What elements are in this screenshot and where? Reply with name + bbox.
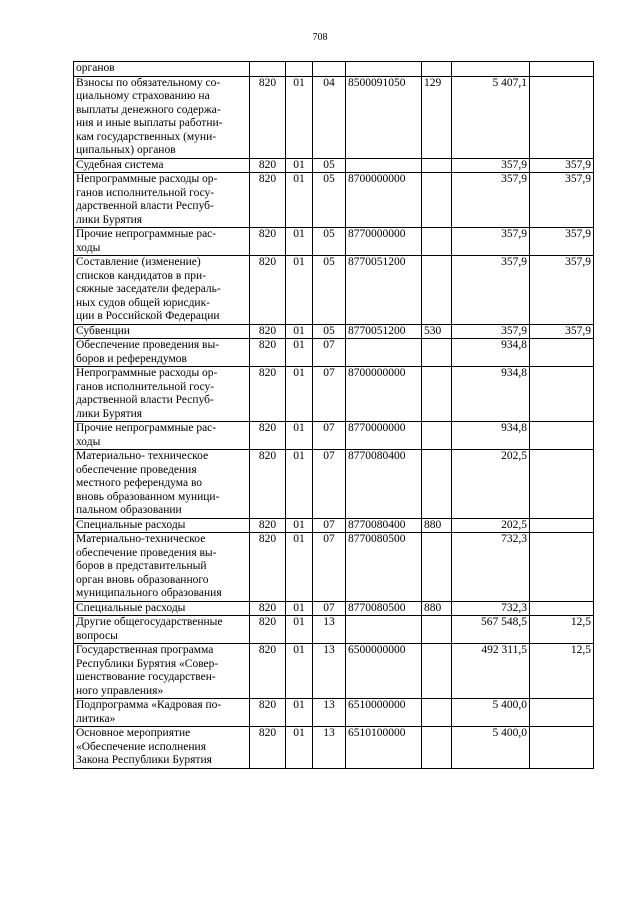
item-name-cell: Обеспечение проведения вы- боров и референдумов bbox=[74, 339, 250, 367]
subsection-code-cell: 05 bbox=[313, 228, 346, 256]
ministry-code-cell: 820 bbox=[250, 450, 286, 519]
amount-total-cell: 357,9 bbox=[452, 256, 530, 325]
section-code-cell: 01 bbox=[286, 256, 313, 325]
subsection-code-cell: 07 bbox=[313, 450, 346, 519]
section-code-cell: 01 bbox=[286, 533, 313, 602]
page-number: 708 bbox=[312, 32, 328, 43]
ministry-code-cell: 820 bbox=[250, 367, 286, 422]
item-name-cell: Подпрограмма «Кадровая по- литика» bbox=[74, 699, 250, 727]
expense-type-cell bbox=[422, 422, 452, 450]
target-article-cell: 8770000000 bbox=[346, 228, 422, 256]
amount-total-cell: 492 311,5 bbox=[452, 644, 530, 699]
item-name-cell: Специальные расходы bbox=[74, 601, 250, 616]
section-code-cell: 01 bbox=[286, 644, 313, 699]
item-name-cell: Взносы по обязательному со- циальному страхованию на выплаты денежного содержа- ния и иные выплаты работни- кам государственных (муни- ципальных) органов bbox=[74, 76, 250, 158]
subsection-code-cell: 13 bbox=[313, 699, 346, 727]
amount-total-cell: 202,5 bbox=[452, 518, 530, 533]
subsection-code-cell: 07 bbox=[313, 601, 346, 616]
subsection-code-cell: 04 bbox=[313, 76, 346, 158]
expense-type-cell bbox=[422, 533, 452, 602]
amount-total-cell: 357,9 bbox=[452, 228, 530, 256]
expense-type-cell bbox=[422, 699, 452, 727]
expense-type-cell: 129 bbox=[422, 76, 452, 158]
amount-total-cell: 5 400,0 bbox=[452, 699, 530, 727]
section-code-cell: 01 bbox=[286, 76, 313, 158]
item-name-cell: Прочие непрограммные рас- ходы bbox=[74, 422, 250, 450]
subsection-code-cell: 13 bbox=[313, 727, 346, 769]
amount-total-cell: 732,3 bbox=[452, 601, 530, 616]
ministry-code-cell: 820 bbox=[250, 727, 286, 769]
subsection-code-cell: 05 bbox=[313, 256, 346, 325]
item-name-cell: Судебная система bbox=[74, 158, 250, 173]
table-row bbox=[74, 518, 594, 533]
amount-total-cell: 202,5 bbox=[452, 450, 530, 519]
item-name-cell: Материально-техническое обеспечение проведения вы- боров в представительный орган вновь образованного муниципального образования bbox=[74, 533, 250, 602]
section-code-cell: 01 bbox=[286, 158, 313, 173]
table-body bbox=[74, 62, 594, 769]
table-row bbox=[74, 76, 594, 158]
ministry-code-cell: 820 bbox=[250, 76, 286, 158]
subsection-code-cell bbox=[313, 62, 346, 77]
item-name-cell: Непрограммные расходы ор- ганов исполнительной госу- дарственной власти Респуб- лики Бурятия bbox=[74, 367, 250, 422]
section-code-cell: 01 bbox=[286, 228, 313, 256]
ministry-code-cell: 820 bbox=[250, 699, 286, 727]
table-row bbox=[74, 616, 594, 644]
ministry-code-cell: 820 bbox=[250, 228, 286, 256]
target-article-cell: 8770080400 bbox=[346, 518, 422, 533]
amount-federal-cell bbox=[530, 62, 594, 77]
item-name-cell: Государственная программа Республики Бурятия «Совер- шенствование государствен- ного управления» bbox=[74, 644, 250, 699]
expense-type-cell bbox=[422, 616, 452, 644]
subsection-code-cell: 07 bbox=[313, 533, 346, 602]
table-row bbox=[74, 367, 594, 422]
section-code-cell: 01 bbox=[286, 367, 313, 422]
expense-type-cell: 530 bbox=[422, 324, 452, 339]
ministry-code-cell: 820 bbox=[250, 533, 286, 602]
amount-federal-cell bbox=[530, 518, 594, 533]
subsection-code-cell: 07 bbox=[313, 367, 346, 422]
ministry-code-cell: 820 bbox=[250, 173, 286, 228]
amount-federal-cell: 357,9 bbox=[530, 324, 594, 339]
budget-table bbox=[73, 61, 594, 769]
section-code-cell: 01 bbox=[286, 173, 313, 228]
subsection-code-cell: 07 bbox=[313, 518, 346, 533]
section-code-cell: 01 bbox=[286, 616, 313, 644]
amount-federal-cell: 357,9 bbox=[530, 228, 594, 256]
amount-federal-cell bbox=[530, 699, 594, 727]
item-name-cell: Специальные расходы bbox=[74, 518, 250, 533]
ministry-code-cell: 820 bbox=[250, 422, 286, 450]
ministry-code-cell: 820 bbox=[250, 158, 286, 173]
target-article-cell: 8700000000 bbox=[346, 173, 422, 228]
subsection-code-cell: 07 bbox=[313, 422, 346, 450]
target-article-cell bbox=[346, 339, 422, 367]
table-row bbox=[74, 533, 594, 602]
item-name-cell: Составление (изменение) списков кандидатов в при- сяжные заседатели федераль- ных судов общей юрисдик- ции в Российской Федерации bbox=[74, 256, 250, 325]
expense-type-cell bbox=[422, 339, 452, 367]
section-code-cell: 01 bbox=[286, 450, 313, 519]
ministry-code-cell: 820 bbox=[250, 518, 286, 533]
amount-total-cell: 357,9 bbox=[452, 158, 530, 173]
table-row bbox=[74, 422, 594, 450]
target-article-cell: 8770000000 bbox=[346, 422, 422, 450]
subsection-code-cell: 13 bbox=[313, 644, 346, 699]
subsection-code-cell: 05 bbox=[313, 158, 346, 173]
table-row bbox=[74, 339, 594, 367]
ministry-code-cell: 820 bbox=[250, 256, 286, 325]
target-article-cell: 6510100000 bbox=[346, 727, 422, 769]
amount-total-cell: 934,8 bbox=[452, 422, 530, 450]
target-article-cell: 8770051200 bbox=[346, 256, 422, 325]
amount-federal-cell: 12,5 bbox=[530, 644, 594, 699]
ministry-code-cell: 820 bbox=[250, 601, 286, 616]
subsection-code-cell: 05 bbox=[313, 324, 346, 339]
table-row bbox=[74, 228, 594, 256]
target-article-cell: 8500091050 bbox=[346, 76, 422, 158]
section-code-cell: 01 bbox=[286, 601, 313, 616]
table-row bbox=[74, 450, 594, 519]
target-article-cell: 8770080500 bbox=[346, 601, 422, 616]
subsection-code-cell: 13 bbox=[313, 616, 346, 644]
expense-type-cell bbox=[422, 450, 452, 519]
target-article-cell: 8700000000 bbox=[346, 367, 422, 422]
expense-type-cell bbox=[422, 62, 452, 77]
amount-federal-cell: 12,5 bbox=[530, 616, 594, 644]
target-article-cell: 6500000000 bbox=[346, 644, 422, 699]
table-row bbox=[74, 699, 594, 727]
expense-type-cell bbox=[422, 644, 452, 699]
amount-federal-cell: 357,9 bbox=[530, 158, 594, 173]
expense-type-cell bbox=[422, 158, 452, 173]
amount-federal-cell bbox=[530, 339, 594, 367]
amount-federal-cell bbox=[530, 727, 594, 769]
ministry-code-cell: 820 bbox=[250, 324, 286, 339]
item-name-cell: Другие общегосударственные вопросы bbox=[74, 616, 250, 644]
amount-total-cell: 357,9 bbox=[452, 324, 530, 339]
item-name-cell: органов bbox=[74, 62, 250, 77]
expense-type-cell bbox=[422, 727, 452, 769]
amount-federal-cell bbox=[530, 422, 594, 450]
amount-total-cell bbox=[452, 62, 530, 77]
target-article-cell: 6510000000 bbox=[346, 699, 422, 727]
subsection-code-cell: 05 bbox=[313, 173, 346, 228]
amount-total-cell: 567 548,5 bbox=[452, 616, 530, 644]
section-code-cell: 01 bbox=[286, 422, 313, 450]
target-article-cell bbox=[346, 158, 422, 173]
expense-type-cell bbox=[422, 367, 452, 422]
expense-type-cell bbox=[422, 256, 452, 325]
table-row bbox=[74, 601, 594, 616]
expense-type-cell: 880 bbox=[422, 601, 452, 616]
amount-total-cell: 5 407,1 bbox=[452, 76, 530, 158]
section-code-cell bbox=[286, 62, 313, 77]
ministry-code-cell: 820 bbox=[250, 616, 286, 644]
ministry-code-cell: 820 bbox=[250, 339, 286, 367]
amount-federal-cell bbox=[530, 450, 594, 519]
item-name-cell: Непрограммные расходы ор- ганов исполнительной госу- дарственной власти Респуб- лики Бурятия bbox=[74, 173, 250, 228]
table-row bbox=[74, 644, 594, 699]
ministry-code-cell bbox=[250, 62, 286, 77]
table-row bbox=[74, 324, 594, 339]
target-article-cell: 8770051200 bbox=[346, 324, 422, 339]
item-name-cell: Прочие непрограммные рас- ходы bbox=[74, 228, 250, 256]
amount-total-cell: 934,8 bbox=[452, 339, 530, 367]
amount-total-cell: 732,3 bbox=[452, 533, 530, 602]
amount-federal-cell bbox=[530, 367, 594, 422]
section-code-cell: 01 bbox=[286, 324, 313, 339]
target-article-cell: 8770080500 bbox=[346, 533, 422, 602]
amount-total-cell: 934,8 bbox=[452, 367, 530, 422]
item-name-cell: Материально- техническое обеспечение проведения местного референдума во вновь образованном муници- пальном образовании bbox=[74, 450, 250, 519]
section-code-cell: 01 bbox=[286, 727, 313, 769]
expense-type-cell bbox=[422, 173, 452, 228]
target-article-cell bbox=[346, 62, 422, 77]
ministry-code-cell: 820 bbox=[250, 644, 286, 699]
amount-federal-cell bbox=[530, 601, 594, 616]
section-code-cell: 01 bbox=[286, 518, 313, 533]
table-row bbox=[74, 173, 594, 228]
amount-federal-cell: 357,9 bbox=[530, 173, 594, 228]
section-code-cell: 01 bbox=[286, 339, 313, 367]
expense-type-cell: 880 bbox=[422, 518, 452, 533]
amount-federal-cell bbox=[530, 533, 594, 602]
target-article-cell bbox=[346, 616, 422, 644]
amount-total-cell: 357,9 bbox=[452, 173, 530, 228]
target-article-cell: 8770080400 bbox=[346, 450, 422, 519]
item-name-cell: Субвенции bbox=[74, 324, 250, 339]
table-row bbox=[74, 727, 594, 769]
item-name-cell: Основное мероприятие «Обеспечение исполнения Закона Республики Бурятия bbox=[74, 727, 250, 769]
subsection-code-cell: 07 bbox=[313, 339, 346, 367]
amount-federal-cell: 357,9 bbox=[530, 256, 594, 325]
table-row bbox=[74, 158, 594, 173]
table-row bbox=[74, 256, 594, 325]
amount-total-cell: 5 400,0 bbox=[452, 727, 530, 769]
amount-federal-cell bbox=[530, 76, 594, 158]
expense-type-cell bbox=[422, 228, 452, 256]
section-code-cell: 01 bbox=[286, 699, 313, 727]
table-row bbox=[74, 62, 594, 77]
